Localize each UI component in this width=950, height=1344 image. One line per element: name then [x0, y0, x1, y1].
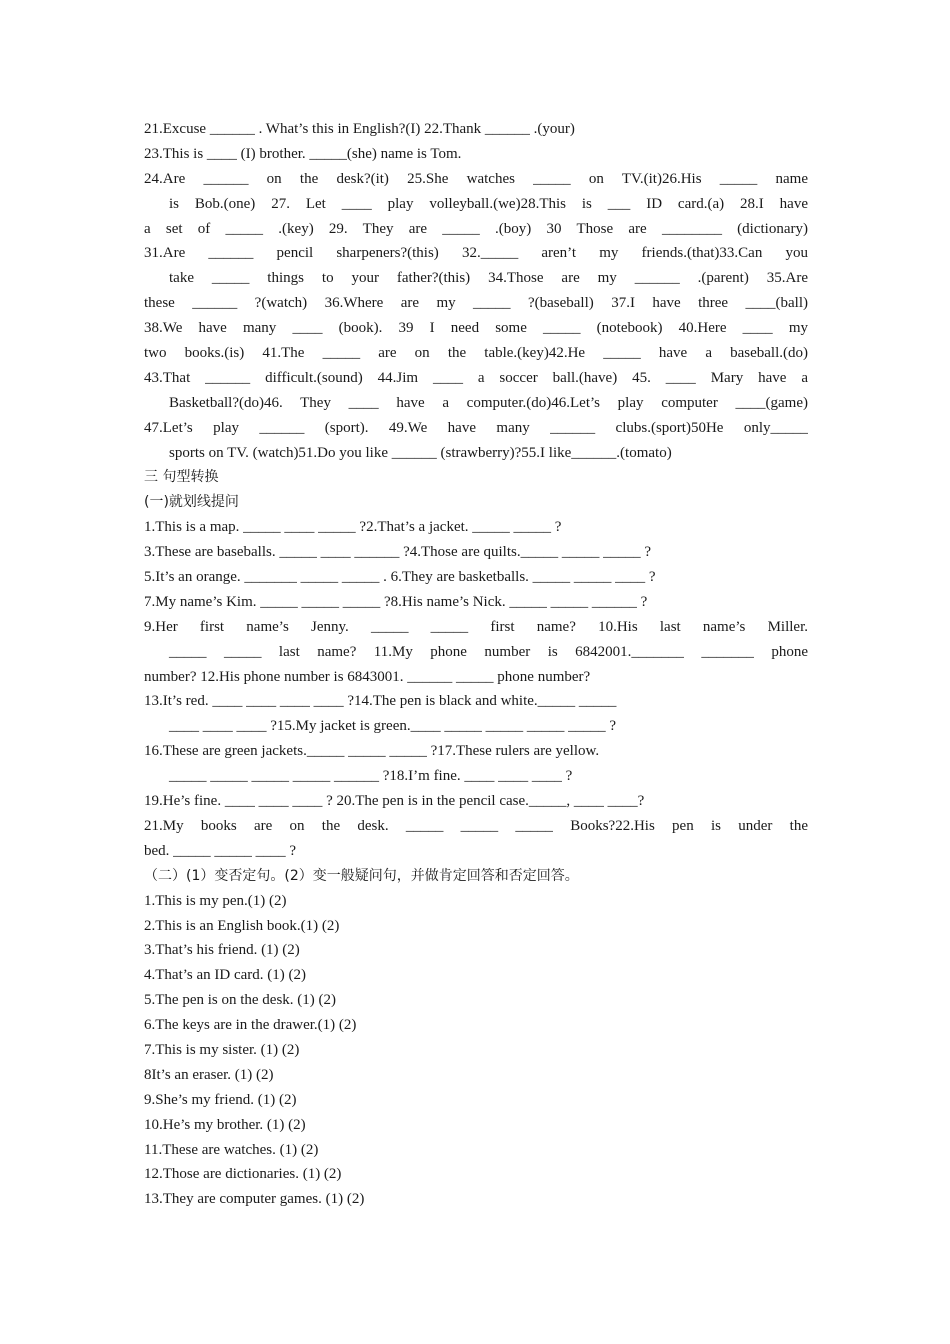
exercise-line: 24.Are ______ on the desk?(it) 25.She watches _____ on TV.(it)26.His _____ name — [144, 170, 808, 187]
exercise-line: _____ _____ _____ _____ ______ ?18.I’m fine. ____ ____ ____ ? — [169, 768, 573, 785]
exercise-line: 31.Are ______ pencil sharpeners?(this) 32._____ aren’t my friends.(that)33.Can you — [144, 245, 808, 262]
exercise-line: 21.Excuse ______ . What’s this in English?(I) 22.Thank ______ .(your) — [144, 121, 575, 137]
section-heading: （二）(1）变否定句。(2）变一般疑问句，并做肯定回答和否定回答。 — [144, 867, 579, 884]
exercise-line: 7.This is my sister. (1) (2) — [144, 1041, 300, 1058]
exercise-line: 9.Her first name’s Jenny. _____ _____ first name? 10.His last name’s Miller. — [144, 618, 808, 635]
exercise-line: 1.This is a map. _____ ____ _____ ?2.That’s a jacket. _____ _____ ? — [144, 519, 562, 536]
exercise-line: 7.My name’s Kim. _____ _____ _____ ?8.His name’s Nick. _____ _____ ______ ? — [144, 593, 648, 610]
exercise-line: 23.This is ____ (I) brother. _____(she) name is Tom. — [144, 145, 462, 162]
section-heading: (一)就划线提问 — [144, 494, 239, 511]
exercise-line: 5.The pen is on the desk. (1) (2) — [144, 992, 337, 1009]
exercise-line: 38.We have many ____ (book). 39 I need some _____ (notebook) 40.Here ____ my — [144, 320, 808, 337]
exercise-line: bed. _____ _____ ____ ? — [144, 842, 297, 859]
exercise-line: number? 12.His phone number is 6843001. ______ _____ phone number? — [144, 668, 591, 685]
exercise-line: sports on TV. (watch)51.Do you like ______ (strawberry)?55.I like______.(tomato) — [169, 444, 672, 461]
exercise-line: 5.It’s an orange. _______ _____ _____ . 6.They are basketballs. _____ _____ ____ ? — [144, 569, 656, 586]
worksheet-page — [144, 117, 808, 1212]
exercise-line: take _____ things to your father?(this) 34.Those are my ______ .(parent) 35.Are — [169, 270, 808, 287]
exercise-line: 10.He’s my brother. (1) (2) — [144, 1116, 306, 1133]
exercise-line: 47.Let’s play ______ (sport). 49.We have many ______ clubs.(sport)50He only_____ — [144, 419, 808, 436]
exercise-line: 9.She’s my friend. (1) (2) — [144, 1091, 297, 1108]
exercise-line: a set of _____ .(key) 29. They are _____ .(boy) 30 Those are ________ (dictionary) — [144, 220, 808, 237]
exercise-line: 2.This is an English book.(1) (2) — [144, 917, 340, 934]
exercise-line: 21.My books are on the desk. _____ _____ _____ Books?22.His pen is under the — [144, 817, 808, 834]
exercise-line: ____ ____ ____ ?15.My jacket is green.____ _____ _____ _____ _____ ? — [169, 718, 617, 735]
exercise-line: is Bob.(one) 27. Let ____ play volleyball.(we)28.This is ___ ID card.(a) 28.I have — [169, 195, 808, 212]
exercise-line: 3.These are baseballs. _____ ____ ______ ?4.Those are quilts._____ _____ _____ ? — [144, 544, 651, 561]
exercise-line: 8It’s an eraser. (1) (2) — [144, 1066, 274, 1083]
exercise-line: 43.That ______ difficult.(sound) 44.Jim ____ a soccer ball.(have) 45. ____ Mary have a — [144, 369, 808, 386]
exercise-line: _____ _____ last name? 11.My phone number is 6842001._______ _______ phone — [169, 643, 808, 660]
exercise-line: 11.These are watches. (1) (2) — [144, 1141, 319, 1158]
exercise-line: 6.The keys are in the drawer.(1) (2) — [144, 1017, 357, 1034]
exercise-line: 16.These are green jackets._____ _____ _____ ?17.These rulers are yellow. — [144, 743, 600, 760]
exercise-line: 19.He’s fine. ____ ____ ____ ? 20.The pen is in the pencil case._____, ____ ____? — [144, 793, 645, 810]
exercise-line: 12.Those are dictionaries. (1) (2) — [144, 1166, 342, 1183]
exercise-line: 3.That’s his friend. (1) (2) — [144, 942, 300, 959]
exercise-line: these ______ ?(watch) 36.Where are my _____ ?(baseball) 37.I have three ____(ball) — [144, 295, 808, 312]
exercise-line: 13.It’s red. ____ ____ ____ ____ ?14.The pen is black and white._____ _____ — [144, 693, 617, 710]
exercise-line: Basketball?(do)46. They ____ have a computer.(do)46.Let’s play computer ____(game) — [169, 394, 808, 411]
exercise-line: 1.This is my pen.(1) (2) — [144, 892, 287, 909]
exercise-line: 13.They are computer games. (1) (2) — [144, 1191, 365, 1208]
exercise-line: 4.That’s an ID card. (1) (2) — [144, 967, 307, 984]
exercise-line: two books.(is) 41.The _____ are on the table.(key)42.He _____ have a baseball.(do) — [144, 345, 808, 362]
section-heading: 三 句型转换 — [144, 469, 219, 486]
